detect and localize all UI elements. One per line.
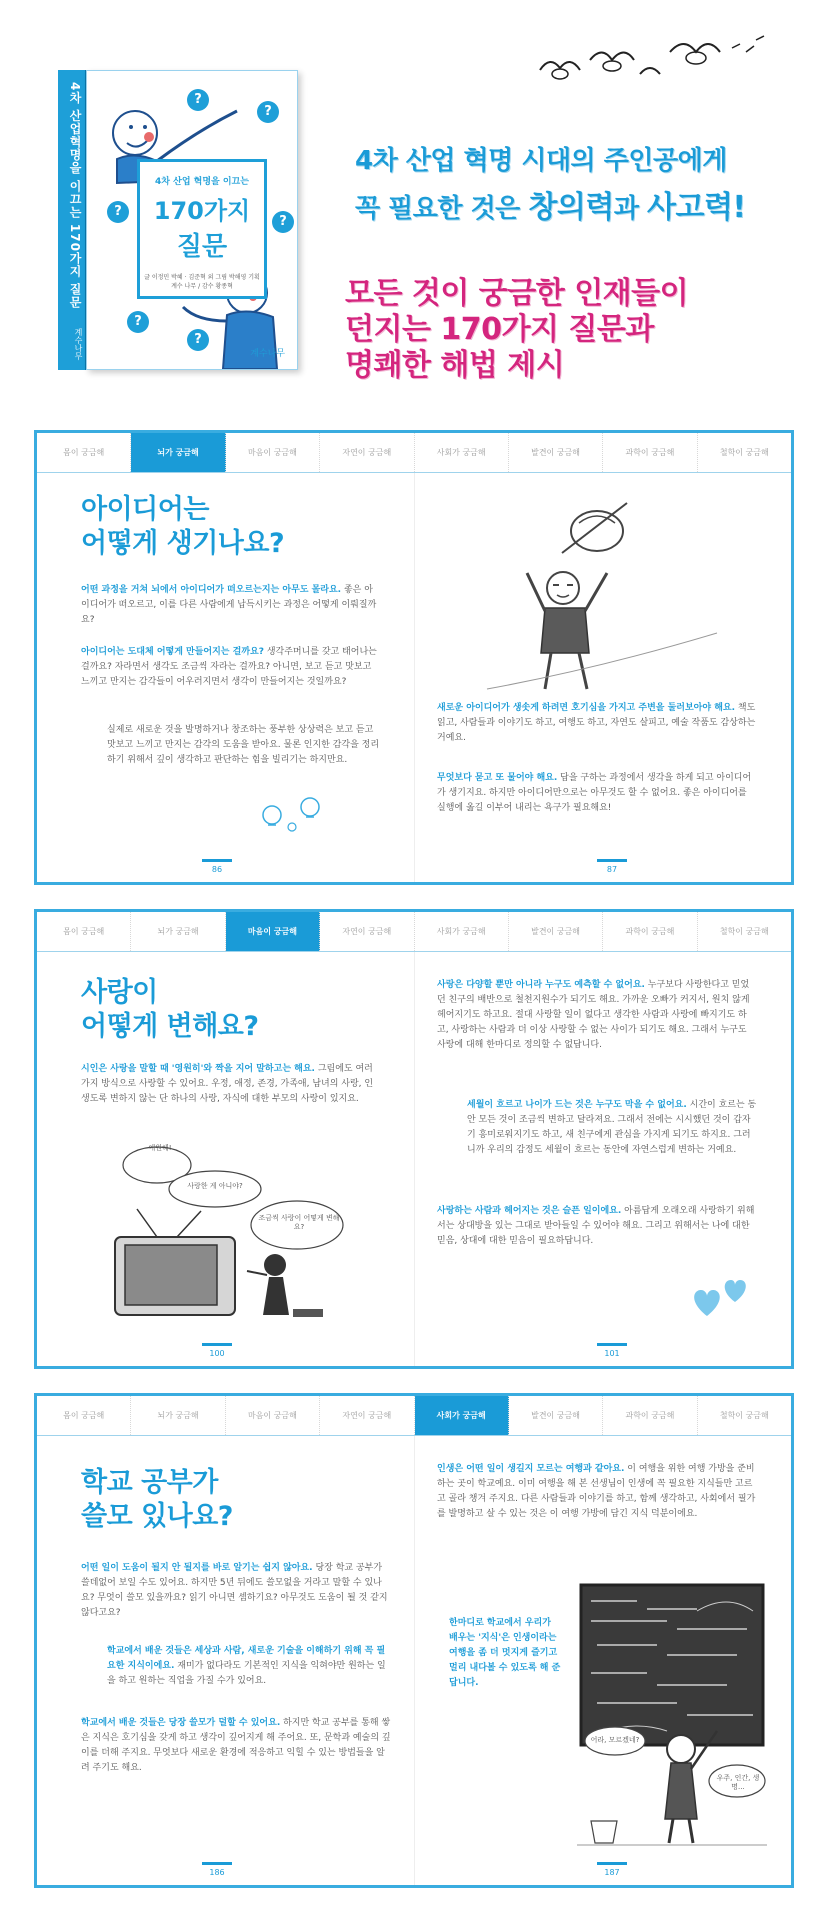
tab-nature[interactable]: 자연이 궁금해 xyxy=(320,912,414,951)
tab-science[interactable]: 과학이 궁금해 xyxy=(603,1396,697,1435)
page-title xyxy=(81,976,259,1044)
paragraph xyxy=(437,1204,757,1249)
spine-publisher: 계수나무 xyxy=(74,328,83,360)
hero-line-2-mid: 과 xyxy=(613,194,647,224)
cover-credit: 글 이정민 박혜 · 김준혁 외 그림 박해영 기획 계수 나무 / 감수 황종혁 xyxy=(144,274,260,290)
page-number: 87 xyxy=(597,865,627,874)
cover-title-line2: 질문 xyxy=(176,232,228,262)
page-number: 101 xyxy=(597,1349,627,1358)
cover-subtitle: 4차 산업 혁명을 이끄는 xyxy=(155,177,249,187)
tab-brain[interactable]: 뇌가 궁금해 xyxy=(131,433,225,472)
blackboard-illustration xyxy=(577,1581,767,1851)
question-bubble-icon: ? xyxy=(187,329,209,351)
hero-line-2-emph2: 사고력! xyxy=(646,190,746,225)
hero-line-2 xyxy=(355,182,746,226)
speech-bubble-text: 조금씩 사랑이 어떻게 변해요? xyxy=(258,1214,340,1231)
paragraph-highlight: 학교에서 배운 것들은 당장 쓸모가 덜할 수 있어요. xyxy=(81,1718,281,1728)
spine-title: 4차 산업혁명을 이끄는 170가지 질문 xyxy=(68,82,82,310)
paragraph: 실제로 새로운 것을 발명하거나 창조하는 풍부한 상상력은 보고 듣고 맛보고 느끼고 만지는 감각의 도움을 받아요. 물론 인지한 감각을 정리하기 위해서 깊이 생각하고 판단하는 힘을 빌리기는 하지만요. xyxy=(107,725,380,765)
boy-with-net-illustration xyxy=(467,493,727,693)
title-line2: 쓸모 있나요? xyxy=(81,1501,233,1532)
page-number: 86 xyxy=(202,865,232,874)
question-bubble-icon: ? xyxy=(127,311,149,333)
spread-2 xyxy=(34,909,794,1369)
tab-mind[interactable]: 마음이 궁금해 xyxy=(226,1396,320,1435)
paragraph xyxy=(467,1098,757,1158)
speech-bubble-text: 어라, 모르겠네? xyxy=(590,1736,640,1744)
page-title xyxy=(81,493,284,561)
paragraph-body: 그림에도 여러 가지 방식으로 사랑할 수 있어요. 우정, 애정, 존경, 가족애, 남녀의 사랑, 인생도록 변하지 않는 단 하나의 사랑, 자식에 대한 부모의 사랑이 있지요. xyxy=(81,1064,374,1104)
paragraph xyxy=(81,645,381,690)
tab-discovery[interactable]: 발견이 궁금해 xyxy=(509,912,603,951)
category-tabs xyxy=(37,1396,791,1436)
page-gutter xyxy=(414,952,415,1366)
title-line2: 어떻게 변해요? xyxy=(81,1011,259,1042)
paragraph xyxy=(437,771,757,816)
paragraph-body: 재미가 없다라도 기본적인 지식을 익혀야만 원하는 일을 하고 원하는 직업을 가질 수가 있어요. xyxy=(107,1661,386,1686)
tab-science[interactable]: 과학이 궁금해 xyxy=(603,433,697,472)
page-number: 100 xyxy=(202,1349,232,1358)
paragraph-highlight: 시인은 사랑을 말할 때 '영원히'와 짝을 지어 말하고는 해요. xyxy=(81,1064,315,1074)
birds-icon xyxy=(520,30,770,100)
page-number: 187 xyxy=(597,1868,627,1877)
hero-line-5: 명쾌한 해법 제시 xyxy=(345,348,565,383)
tab-body[interactable]: 몸이 궁금해 xyxy=(37,1396,131,1435)
paragraph xyxy=(81,1062,381,1107)
cover-publisher: 계수나무 xyxy=(250,349,285,359)
small-lightbulb-icon xyxy=(252,793,372,833)
tab-society[interactable]: 사회가 궁금해 xyxy=(415,1396,509,1435)
page-gutter xyxy=(414,473,415,882)
paragraph xyxy=(437,978,757,1053)
paragraph-highlight: 인생은 어떤 일이 생길지 모르는 여행과 같아요. xyxy=(437,1464,625,1474)
paragraph-body: 누구보다 사랑한다고 믿었던 친구의 배반으로 철천지원수가 되기도 해요. 가까운 오빠가 커지서, 원치 않게 헤어지기도 하고요. 절대 사랑할 일이 없다고 생각한 사람과 사랑에 빠지기도 하고, 사랑하는 사람과 더 이상 사랑할 수 없는 사이가 되기도 해요. 그래서 누구도 사랑에 대해 한마디로 정의할 수 없답니다. xyxy=(437,980,750,1050)
paragraph-body: 이 여행을 위한 여행 가방을 준비하는 곳이 학교예요. 이미 여행을 해 본 선생님이 인생에 꼭 필요한 지식들만 고르고 골라 챙겨 주지요. 다른 사람들과 이야기를 하고, 함께 생각하고, 사회에서 필가를 발명하고 살 수 있는 것은 이 여행 가방에 담긴 지식 덕분이에요. xyxy=(437,1464,756,1519)
tab-nature[interactable]: 자연이 궁금해 xyxy=(320,1396,414,1435)
category-tabs xyxy=(37,433,791,473)
paragraph-body: 좋은 아이디어가 떠오르고, 이를 다른 사람에게 납득시키는 과정은 어떻게 이뤄질까요? xyxy=(81,585,377,625)
paragraph-highlight: 사랑하는 사람과 헤어지는 것은 슬픈 일이에요. xyxy=(437,1206,622,1216)
paragraph-body: 생각주머니를 갖고 태어나는 걸까요? 자라면서 생각도 조금씩 자라는 걸까요? 아니면, 보고 듣고 맛보고 느끼고 만지는 감각들이 어우러지면서 생각이 만들어지는 것일까요? xyxy=(81,647,377,687)
paragraph-highlight: 세월이 흐르고 나이가 드는 것은 누구도 막을 수 없어요. xyxy=(467,1100,687,1110)
tab-nature[interactable]: 자연이 궁금해 xyxy=(320,433,414,472)
title-line2: 어떻게 생기나요? xyxy=(81,528,285,559)
paragraph-highlight: 어떤 과정을 거쳐 뇌에서 아이디어가 떠오르는지는 아무도 몰라요. xyxy=(81,585,342,595)
title-line1: 학교 공부가 xyxy=(81,1467,218,1498)
tab-philosophy[interactable]: 철학이 궁금해 xyxy=(719,1411,769,1420)
book-cover-image xyxy=(58,70,298,370)
question-bubble-icon: ? xyxy=(272,211,294,233)
paragraph xyxy=(107,1644,391,1689)
page-title xyxy=(81,1466,233,1534)
paragraph-body: 시간이 흐르는 동안 모든 것이 조금씩 변하고 달라져요. 그래서 전에는 시시했던 것이 갑자기 흥미로워지기도 하고, 새 친구에게 관심을 가지게 되기도 하지요. 그러니까 우리의 감정도 세월이 흐르는 동안에 자연스럽게 변하는 거예요. xyxy=(467,1100,757,1155)
tv-couple-illustration xyxy=(97,1137,357,1327)
paragraph-highlight: 새로운 아이디어가 생솟게 하려면 호기심을 가지고 주변을 둘러보아야 해요. xyxy=(437,703,736,713)
category-tabs xyxy=(37,912,791,952)
tab-body[interactable]: 몸이 궁금해 xyxy=(37,433,131,472)
book-front xyxy=(86,70,298,370)
question-bubble-icon: ? xyxy=(107,201,129,223)
paragraph-body: 하지만 학교 공부를 통해 쌓은 지식은 호기심을 갖게 하고 생각이 깊어지게 해 주어요. 또, 문학과 예술의 깊이를 더해 주지요. 무엇보다 새로운 환경에 적응하고 익힐 수 있는 방법들을 알려 주기도 해요. xyxy=(81,1718,391,1773)
page-number: 186 xyxy=(202,1868,232,1877)
speech-bubble-text: 애원해! xyxy=(148,1144,172,1152)
tab-mind[interactable]: 마음이 궁금해 xyxy=(226,433,320,472)
paragraph-highlight: 무엇보다 묻고 또 물어야 해요. xyxy=(437,773,558,783)
paragraph-highlight: 한마디로 학교에서 우리가 배우는 '지식'은 인생이라는 여행을 좀 더 멋지게 즐기고 멀리 내다볼 수 있도록 해 준답니다. xyxy=(449,1618,561,1688)
question-bubble-icon: ? xyxy=(257,101,279,123)
hearts-icon xyxy=(687,1272,757,1322)
cover-title-line1: 170가지 xyxy=(153,197,251,225)
tab-discovery[interactable]: 발견이 궁금해 xyxy=(509,1396,603,1435)
paragraph-body: 책도 읽고, 사람들과 이야기도 하고, 여행도 하고, 자연도 살피고, 예술 작품도 감상하는 거예요. xyxy=(437,703,756,743)
tab-society[interactable]: 사회가 궁금해 xyxy=(415,433,509,472)
tab-brain[interactable]: 뇌가 궁금해 xyxy=(131,1396,225,1435)
paragraph-highlight: 사랑은 다양할 뿐만 아니라 누구도 예측할 수 없어요. xyxy=(437,980,645,990)
question-bubble-icon: ? xyxy=(187,89,209,111)
paragraph-highlight: 어떤 일이 도움이 될지 안 될지를 바로 알기는 쉽지 않아요. xyxy=(81,1563,313,1573)
hero-line-2-emph1: 창의력 xyxy=(528,190,614,225)
hero-line-4: 던지는 170가지 질문과 xyxy=(345,312,654,347)
hero-line-1: 4차 산업 혁명 시대의 주인공에게 xyxy=(355,146,727,176)
tab-body[interactable]: 몸이 궁금해 xyxy=(37,912,131,951)
tab-philosophy[interactable]: 철학이 궁금해 xyxy=(719,448,769,457)
hero-line-3: 모든 것이 궁금한 인재들이 xyxy=(345,276,689,311)
speech-bubble-text: 우주, 인간, 생명... xyxy=(716,1774,760,1791)
cover-title-box xyxy=(137,159,267,299)
paragraph-body: 아름답게 오래오래 사랑하기 위해서는 상대방을 있는 그대로 받아들일 수 있어야 해요. 그리고 위해서는 나에 대한 믿음, 상대에 대한 믿음이 필요하답니다. xyxy=(437,1206,755,1246)
hero-line-2-prefix: 꼭 필요한 것은 xyxy=(355,194,529,224)
book-spine xyxy=(58,70,86,370)
tab-discovery[interactable]: 발견이 궁금해 xyxy=(509,433,603,472)
title-line1: 아이디어는 xyxy=(81,494,209,525)
paragraph xyxy=(81,583,381,628)
paragraph-body: 당장 학교 공부가 쓸데없어 보일 수도 있어요. 하지만 5년 뒤에도 쓸모없을 거라고 말할 수 있나요? 무엇이 쓸모 있을까요? 읽기 아니면 셈하기요? 아무것도 도움이 될 것 같지 않다고요? xyxy=(81,1563,388,1618)
page-gutter xyxy=(414,1436,415,1885)
paragraph xyxy=(81,1561,391,1621)
paragraph-body: 답을 구하는 과정에서 생각을 하게 되고 아이디어가 생기지요. 하지만 아이디어만으로는 아무것도 할 수 없어요. 좋은 아이디어를 실행에 옮길 이부어 내리는 욕구가 필요해요! xyxy=(437,773,752,813)
tab-science[interactable]: 과학이 궁금해 xyxy=(603,912,697,951)
paragraph xyxy=(437,1462,757,1522)
paragraph-highlight: 학교에서 배운 것들은 세상과 사람, 새로운 기술을 이해하기 위해 꼭 필요한 지식이에요. xyxy=(107,1646,386,1671)
spread-1 xyxy=(34,430,794,885)
tab-society[interactable]: 사회가 궁금해 xyxy=(415,912,509,951)
spread-3 xyxy=(34,1393,794,1888)
tab-mind[interactable]: 마음이 궁금해 xyxy=(226,912,320,951)
paragraph xyxy=(81,1716,391,1776)
tab-brain[interactable]: 뇌가 궁금해 xyxy=(131,912,225,951)
title-line1: 사랑이 xyxy=(81,977,158,1008)
paragraph-highlight: 아이디어는 도대체 어떻게 만들어지는 걸까요? xyxy=(81,647,264,657)
hero-section xyxy=(0,0,814,410)
speech-bubble-text: 사랑한 게 아니야? xyxy=(187,1182,243,1190)
paragraph xyxy=(437,701,757,746)
tab-philosophy[interactable]: 철학이 궁금해 xyxy=(719,927,769,936)
